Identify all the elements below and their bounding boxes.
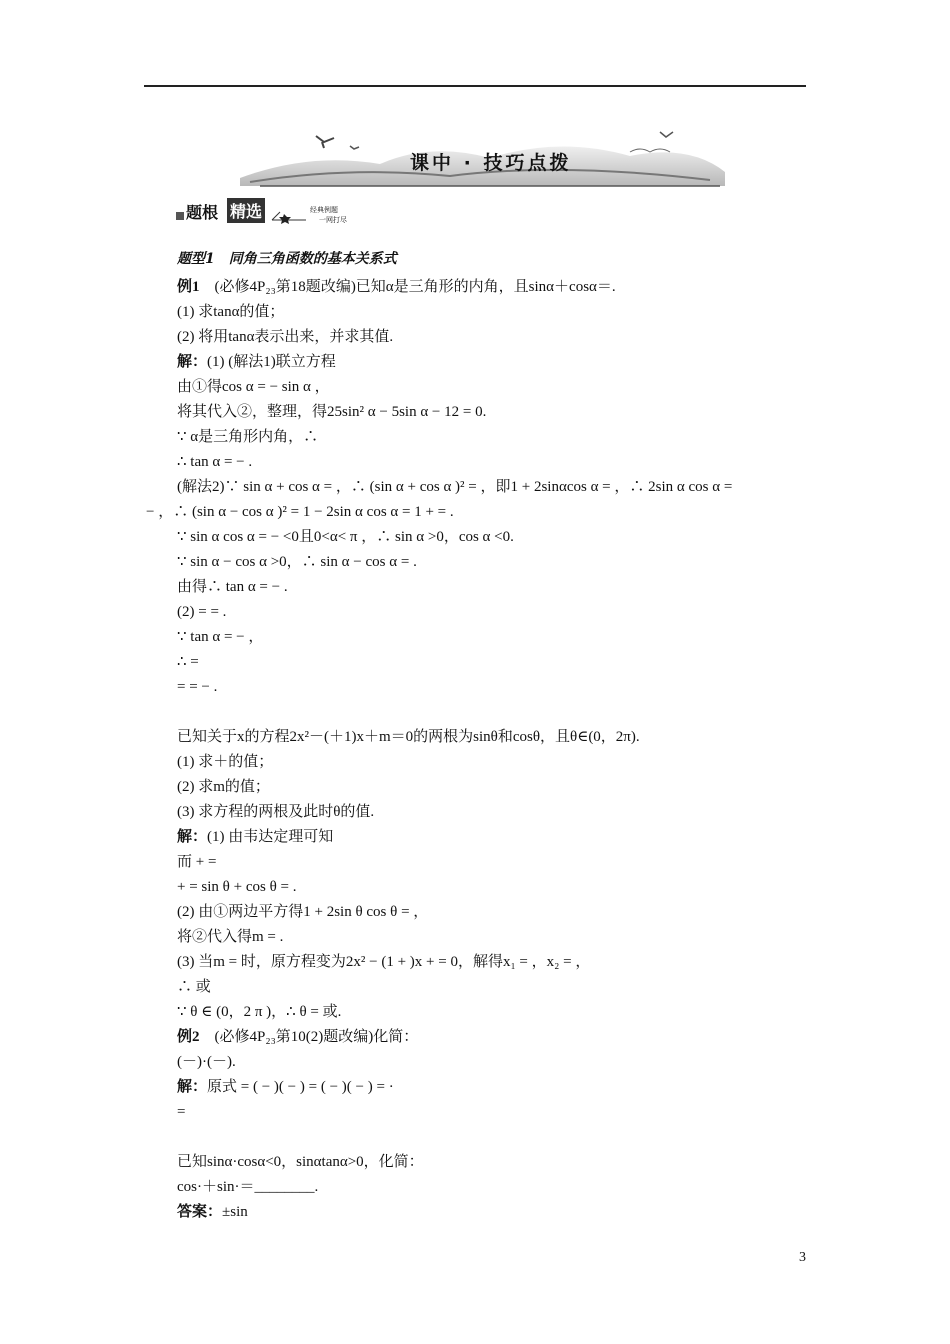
page-number: 3 [799, 1250, 806, 1265]
line-text: = [177, 1104, 186, 1120]
text-line [177, 303, 284, 321]
text-line [177, 728, 640, 746]
line-text: (必修4P₂₃第18题改编)已知α是三角形的内角，且sinα＋cosα＝. [199, 279, 616, 295]
line-text: 已知关于x的方程2x²－(＋1)x＋m＝0的两根为sinθ和cosθ，且θ∈(0，2π). [177, 729, 640, 745]
text-line [177, 1203, 248, 1221]
text-line [177, 353, 336, 371]
text-line [177, 328, 393, 346]
line-text: 而 + = [177, 854, 217, 870]
text-line [177, 678, 217, 696]
line-text: ∵ tan α = − ， [177, 629, 264, 645]
text-line [177, 553, 417, 571]
text-line [177, 853, 216, 871]
line-text: (解法2)∵ sin α + cos α = ，∴ (sin α + cos α )² = ，即1 + 2sinαcos α = ，∴ 2sin α cos α = [177, 479, 733, 495]
text-line [177, 1103, 185, 1121]
line-label: 解： [177, 354, 208, 370]
line-text: (1) (解法1)联立方程 [207, 354, 336, 370]
text-line [177, 1053, 236, 1071]
section-tag [176, 198, 376, 222]
text-line [177, 528, 514, 546]
text-line [177, 828, 333, 846]
header-rule [144, 85, 806, 87]
line-text: ∵ α是三角形内角，∴ [177, 429, 319, 445]
line-text: (3) 求方程的两根及此时θ的值. [177, 804, 375, 820]
text-line [177, 778, 270, 796]
line-label: 解： [177, 829, 208, 845]
line-text: ∴ = [177, 654, 199, 670]
text-line [177, 1178, 318, 1196]
text-line [177, 753, 273, 771]
text-line [177, 603, 226, 621]
line-text: (1) 求tanα的值； [177, 304, 285, 320]
tag-sub-1: 经典例题 [310, 206, 338, 214]
line-text: (2) 将用tanα表示出来，并求其值. [177, 329, 394, 345]
line-label: 解： [177, 1079, 208, 1095]
line-label: 例2 [177, 1029, 200, 1045]
line-text: 原式 = ( − )( − ) = ( − )( − ) = · [207, 1079, 394, 1095]
line-text: (必修4P₂₃第10(2)题改编)化简： [199, 1029, 419, 1045]
text-line [177, 1028, 418, 1046]
text-line [177, 428, 318, 446]
line-text: (2) 由①两边平方得1 + 2sin θ cos θ = ， [177, 904, 429, 920]
line-text: 由①得cos α = − sin α ， [177, 379, 330, 395]
line-text: ±sin [222, 1204, 248, 1220]
line-label: 答案： [177, 1204, 223, 1220]
tag-sub-2: 一网打尽 [319, 216, 347, 224]
text-line [177, 250, 397, 268]
line-text: 将②代入得m = . [177, 929, 284, 945]
text-line [177, 478, 732, 496]
line-text: cos·＋sin·＝________. [177, 1179, 319, 1195]
text-line [177, 453, 252, 471]
line-text: = = − . [177, 679, 218, 695]
text-line [177, 1078, 394, 1096]
line-text: − ，∴ (sin α − cos α )² = 1 − 2sin α cos α = 1 + = . [146, 504, 454, 520]
text-line [177, 1003, 341, 1021]
line-text: (3) 当m = 时，原方程变为2x² − (1 + )x + = 0，解得x₁ = ，x₂ = ， [177, 954, 591, 970]
line-text: (2) 求m的值； [177, 779, 270, 795]
text-line [177, 928, 283, 946]
line-text: (－)·(－). [177, 1054, 236, 1070]
text-line [177, 378, 330, 396]
text-line [177, 653, 199, 671]
line-text: ∵ sin α − cos α >0，∴ sin α − cos α = . [177, 554, 417, 570]
text-line [177, 978, 211, 996]
text-line [146, 503, 454, 521]
text-line [177, 953, 590, 971]
text-line [177, 578, 288, 596]
text-line [177, 903, 428, 921]
line-text: 将其代入②，整理，得25sin² α − 5sin α − 12 = 0. [177, 404, 487, 420]
line-text: 已知sinα·cosα<0，sinαtanα>0，化简： [177, 1154, 424, 1170]
line-text: + = sin θ + cos θ = . [177, 879, 297, 895]
line-text: 由得∴ tan α = − . [177, 579, 288, 595]
text-line [177, 803, 374, 821]
tag-label-1: 题根 [186, 203, 219, 222]
tag-label-2: 精选 [227, 198, 265, 223]
line-text: 题型1 同角三角函数的基本关系式 [177, 251, 397, 267]
line-text: ∴ 或 [177, 979, 211, 995]
line-text: (2) = = . [177, 604, 227, 620]
line-text: ∵ θ ∈ (0，2 π )，∴ θ = 或. [177, 1004, 342, 1020]
line-text: (1) 由韦达定理可知 [207, 829, 334, 845]
text-line [177, 628, 263, 646]
line-label: 例1 [177, 279, 200, 295]
line-text: (1) 求＋的值； [177, 754, 274, 770]
text-line [177, 403, 486, 421]
text-line [177, 1153, 424, 1171]
line-text: ∵ sin α cos α = − <0且0<α< π ，∴ sin α >0，cos α <0. [177, 529, 514, 545]
line-text: ∴ tan α = − . [177, 454, 253, 470]
text-line [177, 878, 296, 896]
text-line [177, 278, 616, 296]
banner-title: 课中 · 技巧点拨 [410, 152, 572, 174]
